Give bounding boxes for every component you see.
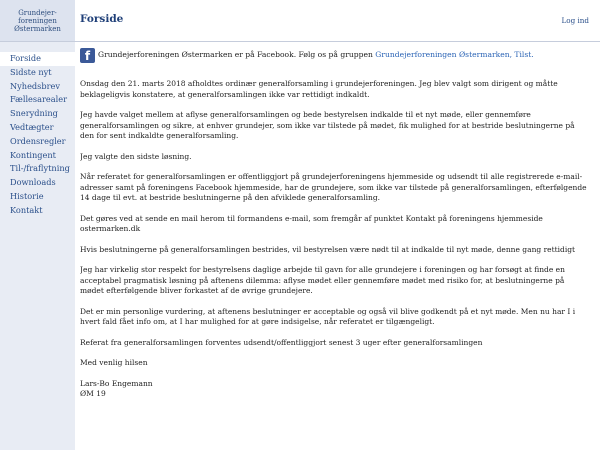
facebook-text-body: Grundejerforeningen Østermarken er på Facebook. Følg os på gruppen — [98, 50, 376, 60]
paragraph: Jeg havde valget mellem at aflyse generalforsamlingen og bede bestyrelsen indkalde til et nyt møde, eller gennemføre generalforsamlingen og sikre, at enhver grundejer, som ikke var tilstede på mødet, fik mulighed for at bestride beslutningerne på den for sent indkaldte generalforsamling. — [80, 110, 575, 140]
paragraph: Jeg har virkelig stor respekt for bestyrelsens daglige arbejde til gavn for alle grundejere i foreningen og har forsøgt at finde en acceptabel pragmatisk løsning på aftenens dilemma: aflyse mødet eller gennemføre mødet med risiko for, at beslutningerne på mødet efterfølgende bliver forkastet af de øvrige grundejere. — [80, 265, 565, 295]
sidebar-item-ordensregler[interactable]: Ordensregler — [10, 135, 66, 146]
main-content — [80, 48, 590, 448]
sidebar-item-kontingent[interactable]: Kontingent — [10, 149, 56, 160]
sidebar-item-sidste-nyt[interactable]: Sidste nyt — [10, 66, 52, 77]
sidebar-item-vedtaegter[interactable]: Vedtægter — [10, 121, 54, 132]
paragraph: Referat fra generalforsamlingen forventes udsendt/offentliggjort senest 3 uger efter generalforsamlingen — [80, 337, 483, 347]
sidebar-nav — [0, 52, 75, 218]
facebook-icon[interactable]: f — [80, 48, 95, 63]
site-name: Grundejer-foreningen Østermarken — [14, 9, 61, 33]
signature — [80, 379, 590, 400]
facebook-notice — [80, 48, 590, 63]
signature-name: Lars-Bo Engemann — [80, 378, 153, 388]
sidebar-item-downloads[interactable]: Downloads — [10, 177, 56, 188]
sidebar-item-faellesarealer[interactable]: Fællesarealer — [10, 94, 68, 105]
facebook-text — [98, 50, 534, 61]
paragraph: Det gøres ved at sende en mail herom til formandens e-mail, som fremgår af punktet Kontakt på foreningens hjemmeside ostermarken.dk — [80, 213, 543, 233]
paragraph: Når referatet for generalforsamlingen er offentliggjort på grundejerforeningens hjemmeside og udsendt til alle registrerede e-mail-adresser samt på foreningens Facebook hjemmeside, har de grundejere, som ikke var tilstede på generalforsamlingen, efterfølgende 14 dage til evt. at bestride beslutningerne på den afviklede generalforsamling. — [80, 172, 587, 202]
top-bar — [75, 0, 600, 42]
closing: Med venlig hilsen — [80, 358, 148, 367]
sidebar-item-kontakt[interactable]: Kontakt — [10, 204, 43, 215]
paragraph: Jeg valgte den sidste løsning. — [80, 151, 192, 161]
paragraph: Onsdag den 21. marts 2018 afholdtes ordinær generalforsamling i grundejerforeningen. Jeg blev valgt som dirigent og måtte beklageligvis konstatere, at generalforsamlingen ikke var rettidigt indkaldt. — [80, 79, 558, 99]
sidebar-item-historie[interactable]: Historie — [10, 190, 44, 201]
paragraph: Hvis beslutningerne på generalforsamlingen bestrides, vil bestyrelsen være nødt til at indkalde til nyt møde, denne gang rettidigt — [80, 244, 576, 254]
sidebar-item-til-fraflytning[interactable]: Til-/fraflytning — [10, 163, 70, 174]
sidebar — [0, 42, 75, 450]
sidebar-item-nyhedsbrev[interactable]: Nyhedsbrev — [10, 80, 60, 91]
facebook-group-link[interactable]: Grundejerforeningen Østermarken, Tilst. — [375, 50, 534, 60]
sidebar-item-snerydning[interactable]: Snerydning — [10, 108, 58, 119]
paragraph: Det er min personlige vurdering, at aftenens beslutninger er acceptable og også vil blive godkendt på et nyt møde. Men nu har I i hvert fald fået info om, at I har mulighed for at gøre indsigelse, når referatet er tilgængeligt. — [80, 306, 576, 326]
site-header-box — [0, 0, 75, 42]
page-title: Forside — [80, 13, 124, 25]
signature-address: ØM 19 — [80, 389, 106, 398]
login-link[interactable]: Log ind — [561, 16, 589, 25]
sidebar-item-forside[interactable]: Forside — [0, 52, 75, 66]
